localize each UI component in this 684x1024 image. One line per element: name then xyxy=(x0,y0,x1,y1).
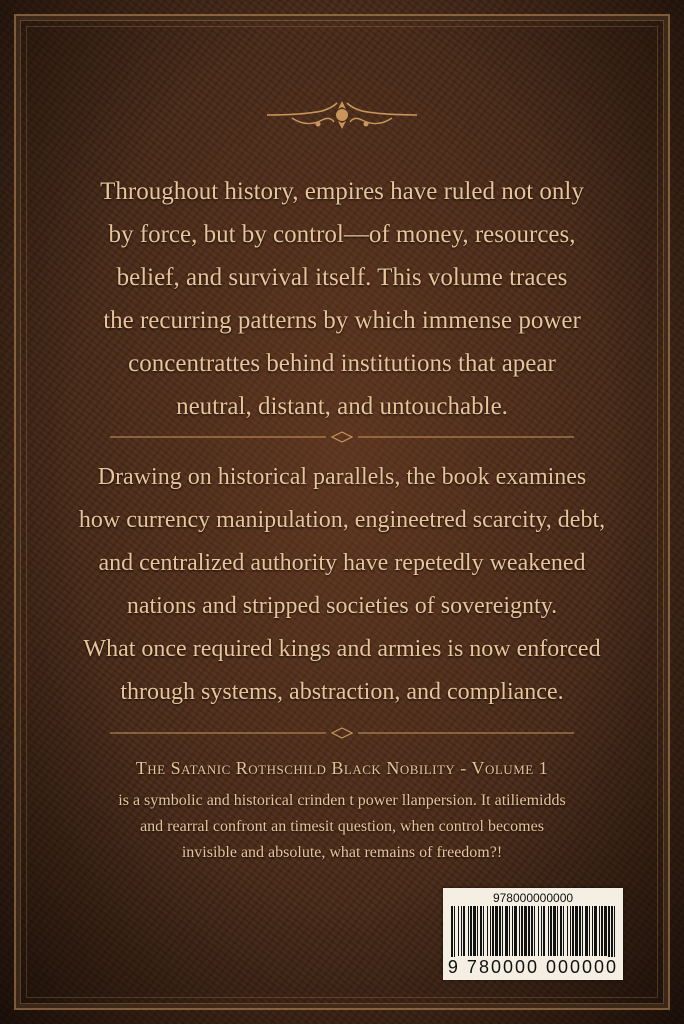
body-line: through systems, abstraction, and compliance. xyxy=(120,679,564,705)
barcode-bar xyxy=(589,906,590,956)
series-title: The Satanic Rothschild Black Nobility - Volume 1 xyxy=(135,758,549,778)
closing-line: is a symbolic and historical crinden t power llanpersion. It atiliemidds xyxy=(118,792,566,809)
barcode-bar xyxy=(608,906,610,960)
barcode-bar xyxy=(567,906,568,956)
barcode-bar xyxy=(483,906,484,956)
closing-line: and rearral confront an timesit question, when control becomes xyxy=(140,818,544,835)
intro-line: concentrattes behind institutions that apear xyxy=(128,350,556,377)
barcode-bar xyxy=(492,906,494,956)
divider-ornament-icon xyxy=(110,727,574,739)
closing-line: invisible and absolute, what remains of freedom?! xyxy=(181,844,503,861)
barcode-bar xyxy=(614,906,615,960)
barcode-bar xyxy=(519,906,520,956)
isbn-barcode xyxy=(443,888,623,980)
barcode-bar xyxy=(454,906,455,960)
barcode-bar xyxy=(594,906,597,956)
barcode-bar xyxy=(495,906,498,956)
barcode-bar xyxy=(541,906,542,956)
barcode-bottom-number: 9 780000 000000 xyxy=(443,957,623,978)
barcode-bar xyxy=(514,906,517,956)
barcode-bar xyxy=(604,906,607,956)
barcode-bar xyxy=(477,906,478,956)
barcode-bar xyxy=(458,906,459,956)
barcode-bar xyxy=(599,906,600,956)
barcode-bar xyxy=(543,906,545,956)
barcode-bar xyxy=(524,906,527,956)
barcode-bar xyxy=(502,906,503,956)
body-line: and centralized authority have repetedly weakened xyxy=(98,550,586,576)
barcode-bar xyxy=(592,906,593,956)
barcode-bar xyxy=(534,906,535,956)
barcode-bar xyxy=(570,906,571,956)
barcode-bar xyxy=(531,906,533,956)
paragraph-intro xyxy=(60,170,624,428)
barcode-bar xyxy=(463,906,465,956)
barcode-bar xyxy=(550,906,552,956)
body-line: how currency manipulation, engineetred scarcity, debt, xyxy=(78,507,606,533)
barcode-bar xyxy=(582,906,583,956)
barcode-bar xyxy=(470,906,472,956)
barcode-bar xyxy=(601,906,603,956)
barcode-bar xyxy=(490,906,491,956)
flourish-ornament-icon xyxy=(262,98,422,132)
barcode-bar xyxy=(538,906,539,956)
barcode-bar xyxy=(611,906,613,960)
barcode-bar xyxy=(451,906,453,960)
barcode-bar xyxy=(505,906,508,956)
body-line: nations and stripped societies of sovereignty. xyxy=(126,593,558,619)
intro-line: by force, but by control—of money, resources, xyxy=(108,221,576,248)
barcode-top-number: 978000000000 xyxy=(492,891,574,905)
barcode-bar xyxy=(521,906,523,956)
barcode-bar xyxy=(528,906,530,956)
body-line: What once required kings and armies is now enforced xyxy=(83,636,601,662)
barcode-bar xyxy=(553,906,556,956)
intro-line: the recurring patterns by which immense power xyxy=(103,307,581,334)
barcode-bar xyxy=(461,906,462,956)
barcode-bar xyxy=(509,906,510,956)
intro-line: belief, and survival itself. This volume traces xyxy=(116,264,568,291)
intro-line: Throughout history, empires have ruled not only xyxy=(100,178,584,205)
body-line: Drawing on historical parallels, the book examines xyxy=(97,464,587,490)
barcode-bar xyxy=(487,906,488,956)
barcode-bar xyxy=(480,906,482,956)
barcode-bar xyxy=(512,906,513,956)
barcode-bar xyxy=(563,906,564,956)
barcode-bar xyxy=(473,906,476,956)
barcode-bar xyxy=(548,906,549,956)
barcode-bar xyxy=(468,906,469,956)
barcode-bar xyxy=(499,906,501,956)
barcode-bar xyxy=(579,906,581,956)
barcode-bar xyxy=(560,906,562,956)
barcode-bar xyxy=(572,906,574,956)
barcode-bar xyxy=(585,906,588,956)
barcode-bar xyxy=(557,906,558,956)
barcode-bars-icon xyxy=(449,906,617,960)
paragraph-body xyxy=(60,456,624,714)
barcode-bar xyxy=(575,906,578,956)
paragraph-closing xyxy=(40,788,644,866)
intro-line: neutral, distant, and untouchable. xyxy=(176,393,508,420)
divider-ornament-icon xyxy=(110,431,574,443)
